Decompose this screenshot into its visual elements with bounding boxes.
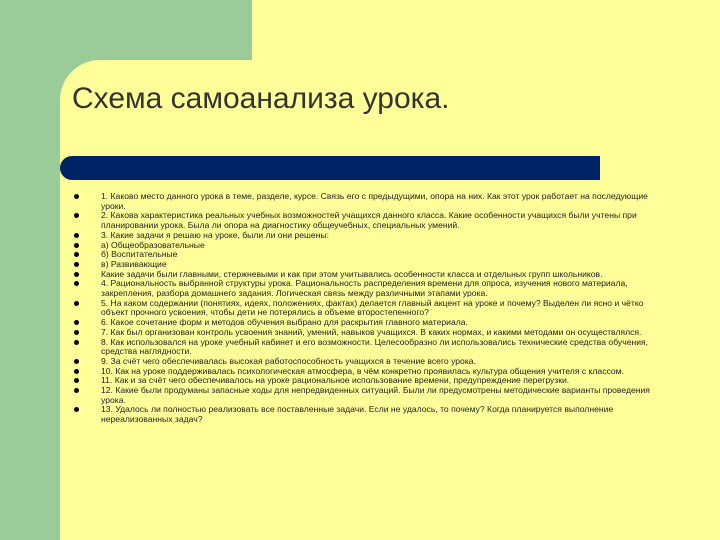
list-item-text: 9. За счёт чего обеспечивалась высокая работоспособность учащихся в течение всего урока. — [101, 355, 476, 366]
list-item-text: в) Развивающие — [101, 258, 167, 269]
bullet-icon — [74, 320, 79, 325]
bullet-icon — [74, 340, 79, 345]
bullet-icon — [74, 330, 79, 335]
list-item-text: Какие задачи были главными, стержневыми и как при этом учитывались особенности класса и отдельных групп школьников. — [101, 268, 603, 279]
slide-title: Схема самоанализа урока. — [72, 82, 450, 115]
bullet-icon — [74, 359, 79, 364]
list-item-text: б) Воспитательные — [101, 249, 178, 260]
list-item — [74, 279, 670, 298]
bullet-icon — [74, 369, 79, 374]
list-item-text: 4. Рациональность выбранной структуры урока. Рациональность распределения времени для опроса, изучения нового материала, закрепления, разбора домашнего задания. Логическая связь между различными этапами урока. — [101, 278, 628, 299]
bullet-icon — [74, 281, 79, 286]
bullet-icon — [74, 252, 79, 257]
list-item — [74, 405, 670, 424]
bullet-icon — [74, 272, 79, 277]
list-item — [74, 299, 670, 318]
list-item-text: 5. На каком содержании (понятиях, идеях, положениях, фактах) делается главный акцент на уроке и почему? Выделен ли ясно и чётко объект прочного усвоения, чтобы дети не потерялись в объеме второстепенного? — [101, 297, 644, 318]
title-underline-bar — [60, 156, 600, 180]
list-item-text: 13. Удалось ли полностью реализовать все поставленные задачи. Если не удалось, то почему? Когда планируется выполнение нереализованных задач? — [101, 404, 614, 425]
list-item-text: 1. Каково место данного урока в теме, разделе, курсе. Связь его с предыдущими, опора на них. Как этот урок работает на последующие уроки. — [101, 191, 648, 211]
bullet-icon — [74, 194, 79, 199]
list-item-text: 8. Как использовался на уроке учебный кабинет и его возможности. Целесообразно ли использовались технические средства обучения, средства наглядности. — [101, 336, 649, 357]
list-item-text: 6. Какое сочетание форм и методов обучения выбрано для раскрытия главного материала. — [101, 317, 468, 328]
list-item — [74, 338, 670, 357]
list-item — [74, 192, 670, 211]
list-item-text: 12. Какие были продуманы запасные ходы для непредвиденных ситуаций. Были ли предусмотрены методические варианты проведения урока. — [101, 385, 650, 405]
bullet-icon — [74, 407, 79, 412]
list-item-text: 11. Как и за счёт чего обеспечивалось на уроке рациональное использование времени, предупреждение перегрузки. — [101, 375, 570, 386]
list-item-text: 7. Как был организован контроль усвоения знаний, умений, навыков учащихся. В каких нормах, и какими методами он осуществлялся. — [101, 326, 642, 337]
list-item-text: 10. Как на уроке поддерживалась психологическая атмосфера, в чём конкретно проявилась культура общения учителя с классом. — [101, 365, 624, 376]
bullet-list — [74, 192, 670, 425]
list-item-text: 3. Какие задачи я решаю на уроке, были ли они решены: — [101, 229, 330, 240]
bullet-icon — [74, 213, 79, 218]
bullet-icon — [74, 378, 79, 383]
bullet-icon — [74, 243, 79, 248]
list-item — [74, 386, 670, 405]
list-item — [74, 211, 670, 230]
list-item-text: 2. Какова характеристика реальных учебных возможностей учащихся данного класса. Какие особенности учащихся были учтены при планировании урока. Была ли опора на диагностику общеучебных, специальных умений. — [101, 210, 637, 231]
bullet-icon — [74, 388, 79, 393]
list-item-text: а) Общеобразовательные — [101, 239, 205, 250]
bullet-icon — [74, 262, 79, 267]
bullet-icon — [74, 233, 79, 238]
bullet-icon — [74, 301, 79, 306]
